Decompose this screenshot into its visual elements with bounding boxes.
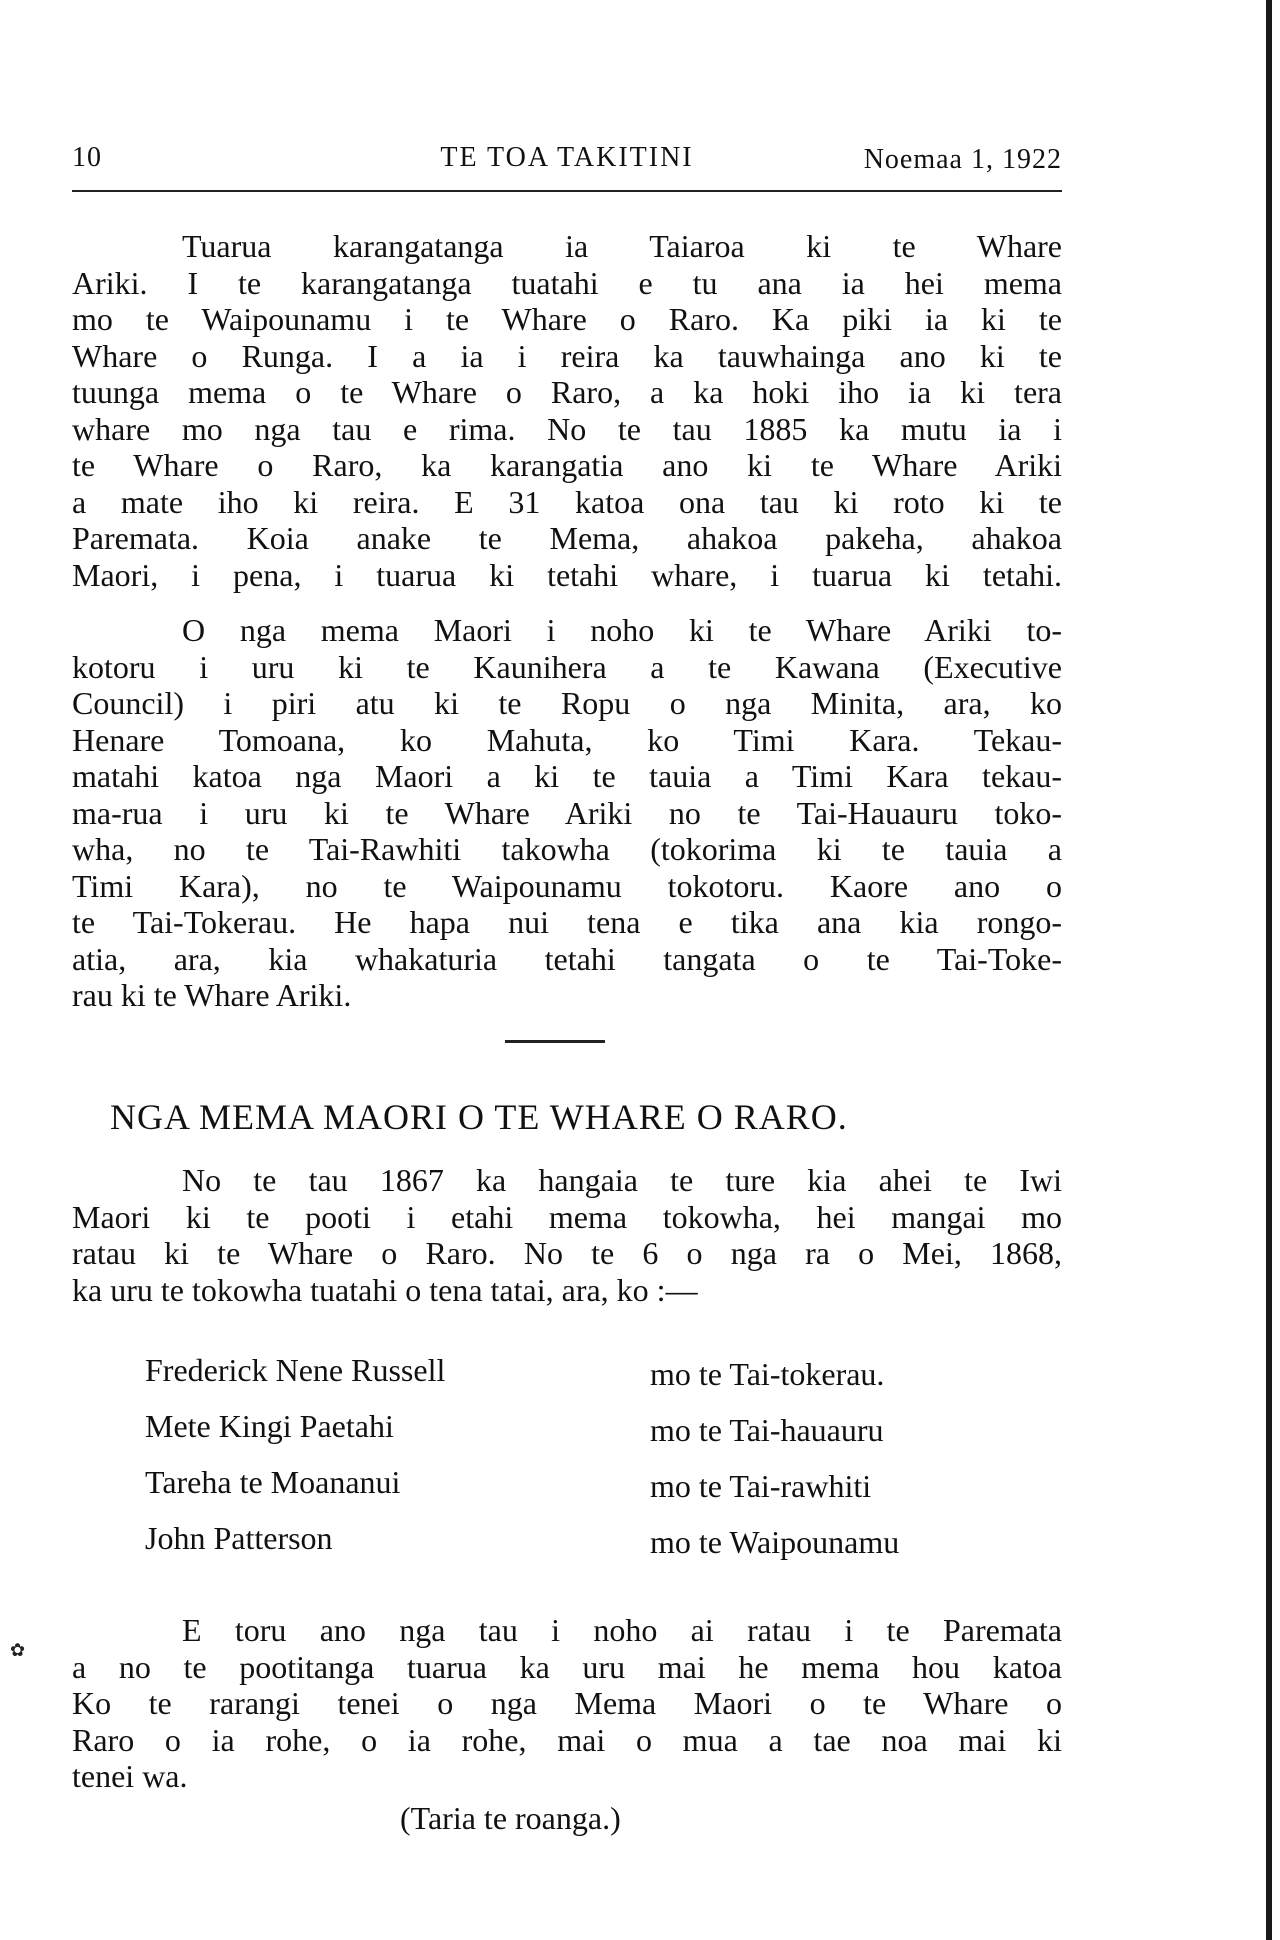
text-line: ratau ki te Whare o Raro. No te 6 o nga ra o Mei, 1868, xyxy=(72,1235,1062,1271)
text-line: tuunga mema o te Whare o Raro, a ka hoki iho ia ki tera xyxy=(72,374,1062,410)
text-line: whare mo nga tau e rima. No te tau 1885 ka mutu ia i xyxy=(72,410,1062,447)
text-line: Ko te rarangi tenei o nga Mema Maori o te Whare o xyxy=(72,1685,1062,1721)
member-name: Mete Kingi Paetahi xyxy=(145,1408,394,1444)
text-line: Maori ki te pooti i etahi mema tokowha, hei mangai mo xyxy=(72,1198,1062,1235)
text-line: te Whare o Raro, ka karangatia ano ki te Whare Ariki xyxy=(72,447,1062,483)
publication-title: TE TOA TAKITINI xyxy=(440,142,694,173)
member-list xyxy=(145,1352,1015,1576)
paragraph-whare-ariki-members xyxy=(72,612,1062,1014)
member-name: Tareha te Moananui xyxy=(145,1464,401,1500)
text-line: Ariki. I te karangatanga tuatahi e tu ana ia hei mema xyxy=(72,264,1062,301)
header-rule xyxy=(72,190,1062,192)
continued-note: (Taria te roanga.) xyxy=(400,1800,621,1836)
running-header xyxy=(72,138,1062,186)
text-line: te Tai-Tokerau. He hapa nui tena e tika ana kia rongo- xyxy=(72,904,1062,940)
text-line: mo te Waipounamu i te Whare o Raro. Ka piki ia ki te xyxy=(72,301,1062,337)
text-line: E toru ano nga tau i noho ai ratau i te Paremata xyxy=(182,1612,1062,1648)
section-separator xyxy=(505,1040,605,1043)
text-line: matahi katoa nga Maori a ki te tauia a Timi Kara tekau- xyxy=(72,758,1062,794)
text-line: a no te pootitanga tuarua ka uru mai he mema hou katoa xyxy=(72,1648,1062,1685)
member-seat: mo te Tai-hauauru xyxy=(650,1412,884,1448)
member-seat: mo te Tai-rawhiti xyxy=(650,1468,872,1504)
text-line: ma-rua i uru ki te Whare Ariki no te Tai-Hauauru toko- xyxy=(72,794,1062,831)
ink-blot-mark: ✿ xyxy=(10,1640,26,1660)
text-line: atia, ara, kia whakaturia tetahi tangata o te Tai-Toke- xyxy=(72,940,1062,977)
member-row xyxy=(145,1520,1015,1576)
text-line: rau ki te Whare Ariki. xyxy=(72,977,352,1013)
text-line: Timi Kara), no te Waipounamu tokotoru. Kaore ano o xyxy=(72,867,1062,904)
text-line: Whare o Runga. I a ia i reira ka tauwhainga ano ki te xyxy=(72,337,1062,374)
text-line: ka uru te tokowha tuatahi o tena tatai, ara, ko :— xyxy=(72,1271,698,1308)
page-edge-shadow xyxy=(1266,0,1272,1940)
member-seat: mo te Waipounamu xyxy=(650,1524,900,1560)
text-line: Raro o ia rohe, o ia rohe, mai o mua a tae noa mai ki xyxy=(72,1721,1062,1758)
text-line: Paremata. Koia anake te Mema, ahakoa pakeha, ahakoa xyxy=(72,520,1062,556)
member-name: Frederick Nene Russell xyxy=(145,1352,446,1388)
page-number: 10 xyxy=(72,142,102,173)
paragraph-second-election xyxy=(72,1612,1062,1795)
member-row xyxy=(145,1408,1015,1464)
text-line: tenei wa. xyxy=(72,1758,188,1794)
text-line: No te tau 1867 ka hangaia te ture kia ahei te Iwi xyxy=(182,1162,1062,1198)
member-seat: mo te Tai-tokerau. xyxy=(650,1356,885,1392)
section-heading: NGA MEMA MAORI O TE WHARE O RARO. xyxy=(110,1097,848,1137)
issue-date: Noemaa 1, 1922 xyxy=(863,144,1062,175)
text-line: wha, no te Tai-Rawhiti takowha (tokorima ki te tauia a xyxy=(72,831,1062,867)
member-row xyxy=(145,1464,1015,1520)
text-line: Tuarua karangatanga ia Taiaroa ki te Whare xyxy=(182,228,1062,264)
text-line: kotoru i uru ki te Kaunihera a te Kawana (Executive xyxy=(72,648,1062,685)
member-name: John Patterson xyxy=(145,1520,333,1556)
paragraph-taiaroa xyxy=(72,228,1062,593)
text-line: Council) i piri atu ki te Ropu o nga Minita, ara, ko xyxy=(72,685,1062,721)
member-row xyxy=(145,1352,1015,1408)
paragraph-first-members xyxy=(72,1162,1062,1308)
text-line: Maori, i pena, i tuarua ki tetahi whare, i tuarua ki tetahi. xyxy=(72,556,1062,593)
text-line: O nga mema Maori i noho ki te Whare Ariki to- xyxy=(182,612,1062,648)
text-line: Henare Tomoana, ko Mahuta, ko Timi Kara. Tekau- xyxy=(72,721,1062,758)
text-line: a mate iho ki reira. E 31 katoa ona tau ki roto ki te xyxy=(72,483,1062,520)
